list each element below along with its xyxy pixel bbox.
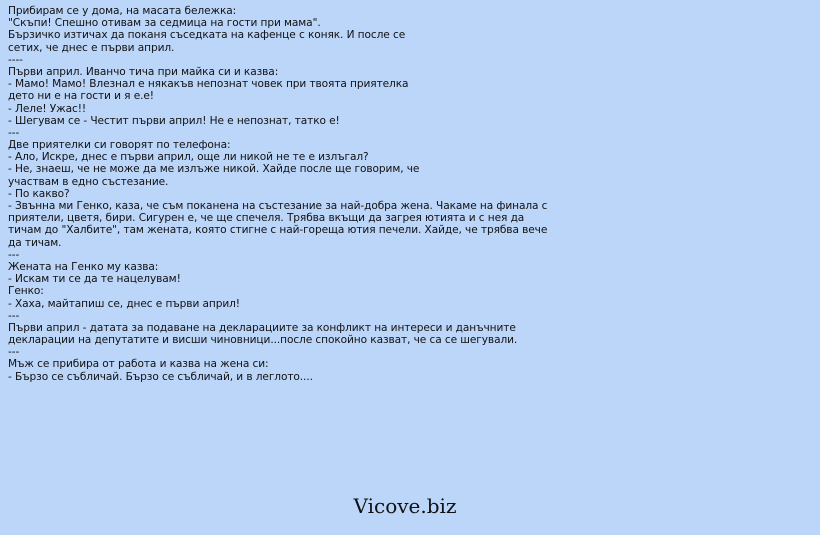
text-line: Мъж се прибира от работа и казва на жена си: [8, 358, 269, 371]
text-line: - Мамо! Мамо! Влезнал е някакъв непознат човек при твоята приятелка [8, 78, 409, 91]
text-line: Първи април. Иванчо тича при майка си и казва: [8, 65, 279, 78]
text-line: - Искам ти се да те нацелувам! [8, 273, 181, 286]
text-line: - Звънна ми Генко, каза, че съм поканена на състезание за най-добра жена. Чакаме на финала с [8, 200, 548, 212]
text-line: - Бързо се събличай. Бързо се събличай, и в леглото.... [8, 370, 313, 383]
text-line: да тичам. [8, 236, 62, 249]
text-line: --- [8, 346, 20, 359]
text-line: сетих, че днес е първи април. [8, 41, 175, 54]
text-line: - Леле! Ужас!! [8, 102, 86, 115]
text-line: --- [8, 248, 20, 261]
text-line: декларации на депутатите и висши чиновници...после спокойно казват, че са се шегували. [8, 334, 518, 347]
text-line: "Скъпи! Спешно отивам за седмица на гости при мама". [8, 17, 321, 30]
text-line: - Не, знаеш, че не може да ме излъже никой. Хайде после ще говорим, че [8, 163, 420, 176]
text-line: - Шегувам се - Честит първи април! Не е непознат, татко е! [8, 114, 340, 127]
text-line: --- [8, 309, 20, 322]
text-line: тичам до "Халбите", там жената, която стигне с най-гореща ютия печели. Хайде, че трябва вече [8, 224, 548, 237]
text-line: - По какво? [8, 187, 70, 200]
text-line: Жената на Генко му казва: [8, 260, 159, 273]
text-line: участвам в едно състезание. [8, 175, 169, 188]
text-line: Две приятелки си говорят по телефона: [8, 139, 231, 152]
text-line: Първи април - датата за подаване на декларациите за конфликт на интереси и данъчните [8, 321, 516, 334]
text-line: - Ало, Искре, днес е първи април, още ли никой не те е излъгал? [8, 151, 369, 164]
text-line: Генко: [8, 285, 44, 298]
text-line: Бързичко изтичах да поканя съседката на кафенце с коняк. И после се [8, 29, 406, 42]
text-line: - Хаха, майтапиш се, днес е първи април! [8, 297, 240, 310]
text-line: ---- [8, 53, 23, 66]
text-line: приятели, цветя, бири. Сигурен е, че ще спечеля. Трябва вкъщи да загрея ютията и с нея да [8, 212, 525, 225]
site-name-footer: Vicove.biz [353, 494, 457, 518]
joke-text-block [8, 5, 808, 383]
text-line: Прибирам се у дома, на масата бележка: [8, 5, 237, 17]
text-line: дето ни е на гости и я е.е! [8, 90, 154, 103]
text-line: --- [8, 126, 20, 139]
